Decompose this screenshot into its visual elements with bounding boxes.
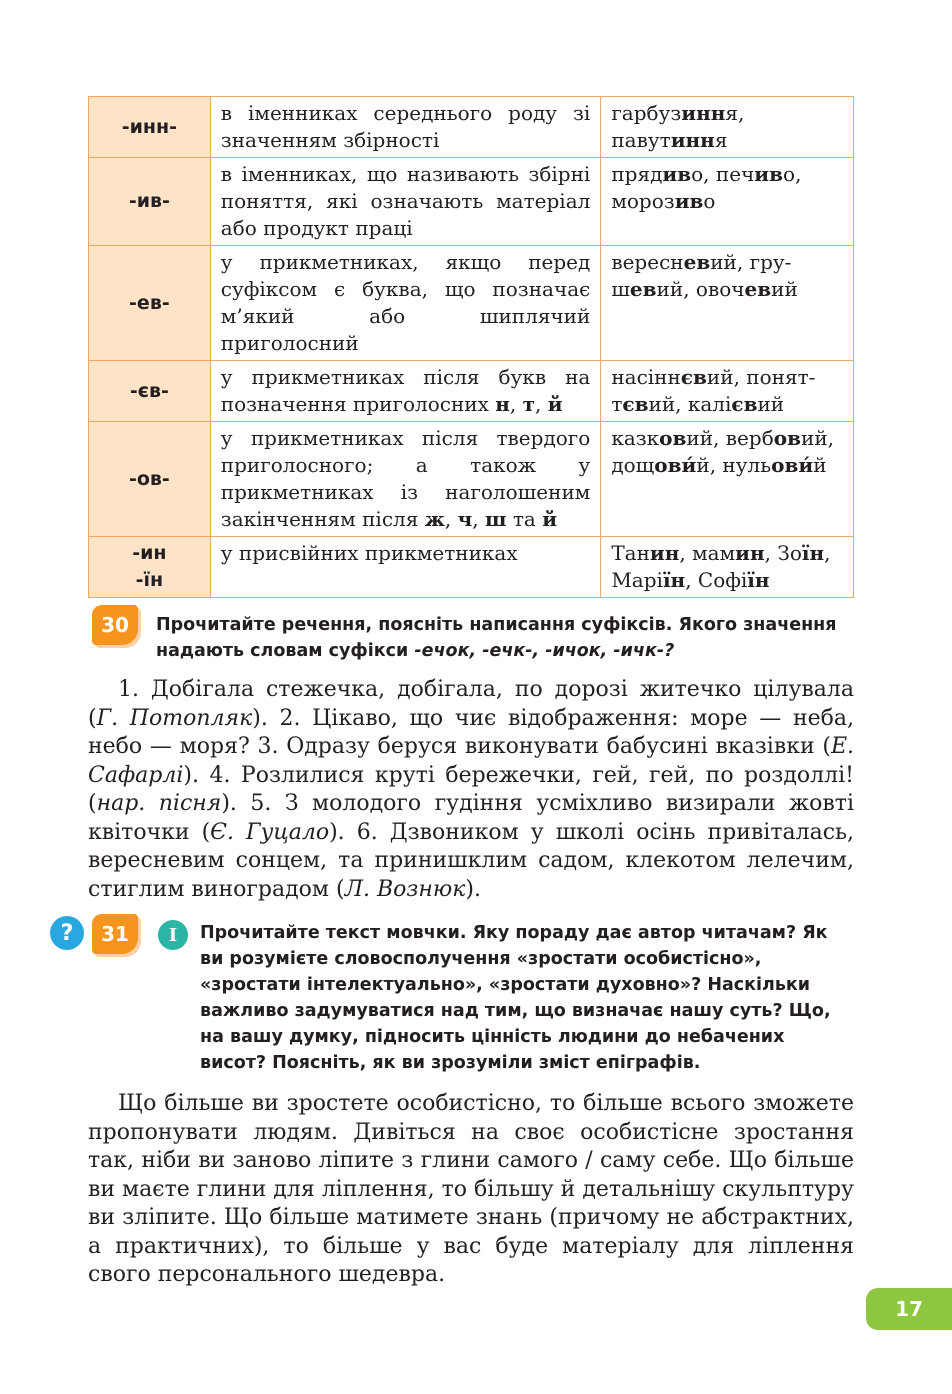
exercise-30-text: 1. Добігала стежечка, добігала, по дорозі житечко цілувала (Г. Потопляк). 2. Цікаво, що чиє відображення: море — неба, небо — моря? 3. Одразу беруся виконувати бабусині вказівки (Е. Сафарлі). 4. Розлилися круті бережечки, гей, гей, по роздоллі! (нар. пісня). 5. З молодого гудіння усміхливо визирали жовті квіточки (Є. Гуцало). 6. Дзвоником у школі осінь привіталась, вересневим сонцем, та принишклим садом, клекотом лелечим, стиглим виноградом (Л. Вознюк). [88,677,855,902]
suffix-cell: -єв- [89,361,211,422]
info-icon: I [158,920,188,950]
description-cell: у прикметниках, якщо перед суфіксом є буква, що позначає м’який або шиплячий приголосний [210,246,601,361]
examples-cell: прядиво, печиво, морозиво [601,158,854,246]
page-number: 17 [866,1288,952,1330]
examples-cell: вересневий, гру-шевий, овочевий [601,246,854,361]
exercise-30-badge: 30 [92,605,138,645]
suffix-cell: -ов- [89,422,211,537]
exercise-31-badge: 31 [92,914,138,954]
examples-cell: гарбузиння, павутиння [601,97,854,158]
table-row [89,422,854,537]
description-cell: у присвійних прикметниках [210,537,601,598]
table-row [89,246,854,361]
suffix-cell: -инн- [89,97,211,158]
table-row [89,97,854,158]
suffix-cell: -ив- [89,158,211,246]
exercise-31-instruction: Прочитайте текст мовчки. Яку пораду дає автор читачам? Як ви розумієте словосполучення «зростати особистісно», «зростати інтелектуально», «зростати духовно»? Наскільки важливо задумуватися над тим, що визначає нашу суть? Що, на вашу думку, підносить цінність людини до небачених висот? Поясніть, як ви зрозуміли зміст епіграфів. [200,923,831,1073]
examples-cell: Танин, мамин, Зоїн, Маріїн, Софіїн [601,537,854,598]
description-cell: у прикметниках після букв на позначення приголосних н, т, й [210,361,601,422]
description-cell: у прикметниках після твердого приголосного; а також у прикметниках із наголошеним закінченням після ж, ч, ш та й [210,422,601,537]
table-row [89,158,854,246]
suffix-cell: -ев- [89,246,211,361]
suffix-cell: -ин -їн [89,537,211,598]
examples-cell: казковий, вербовий, дощови́й, нульови́й [601,422,854,537]
exercise-31-text: Що більше ви зростете особистісно, то більше всього зможете пропонувати людям. Дивіться на своє особистісне зростання так, ніби ви заново ліпите з глини самого / саму себе. Що більше ви маєте глини для ліплення, то більшу й детальнішу скульптуру ви зліпите. Що більше матимете знань (причому не абстрактних, а практичних), то більше у вас буде матеріалу для ліплення свого персонального шедевра. [88,1091,854,1287]
question-icon: ? [50,916,84,950]
examples-cell: насіннєвий, понят-тєвий, калієвий [601,361,854,422]
table-row [89,361,854,422]
suffix-table [88,96,854,598]
exercise-30-instruction: Прочитайте речення, поясніть написання суфіксів. Якого значення надають словам суфікси -ечок, -ечк-, -ичок, -ичк-? [156,615,837,661]
description-cell: в іменниках, що називають збірні поняття, які означають матеріал або продукт праці [210,158,601,246]
table-row [89,537,854,598]
description-cell: в іменниках середнього роду зі значенням збірності [210,97,601,158]
